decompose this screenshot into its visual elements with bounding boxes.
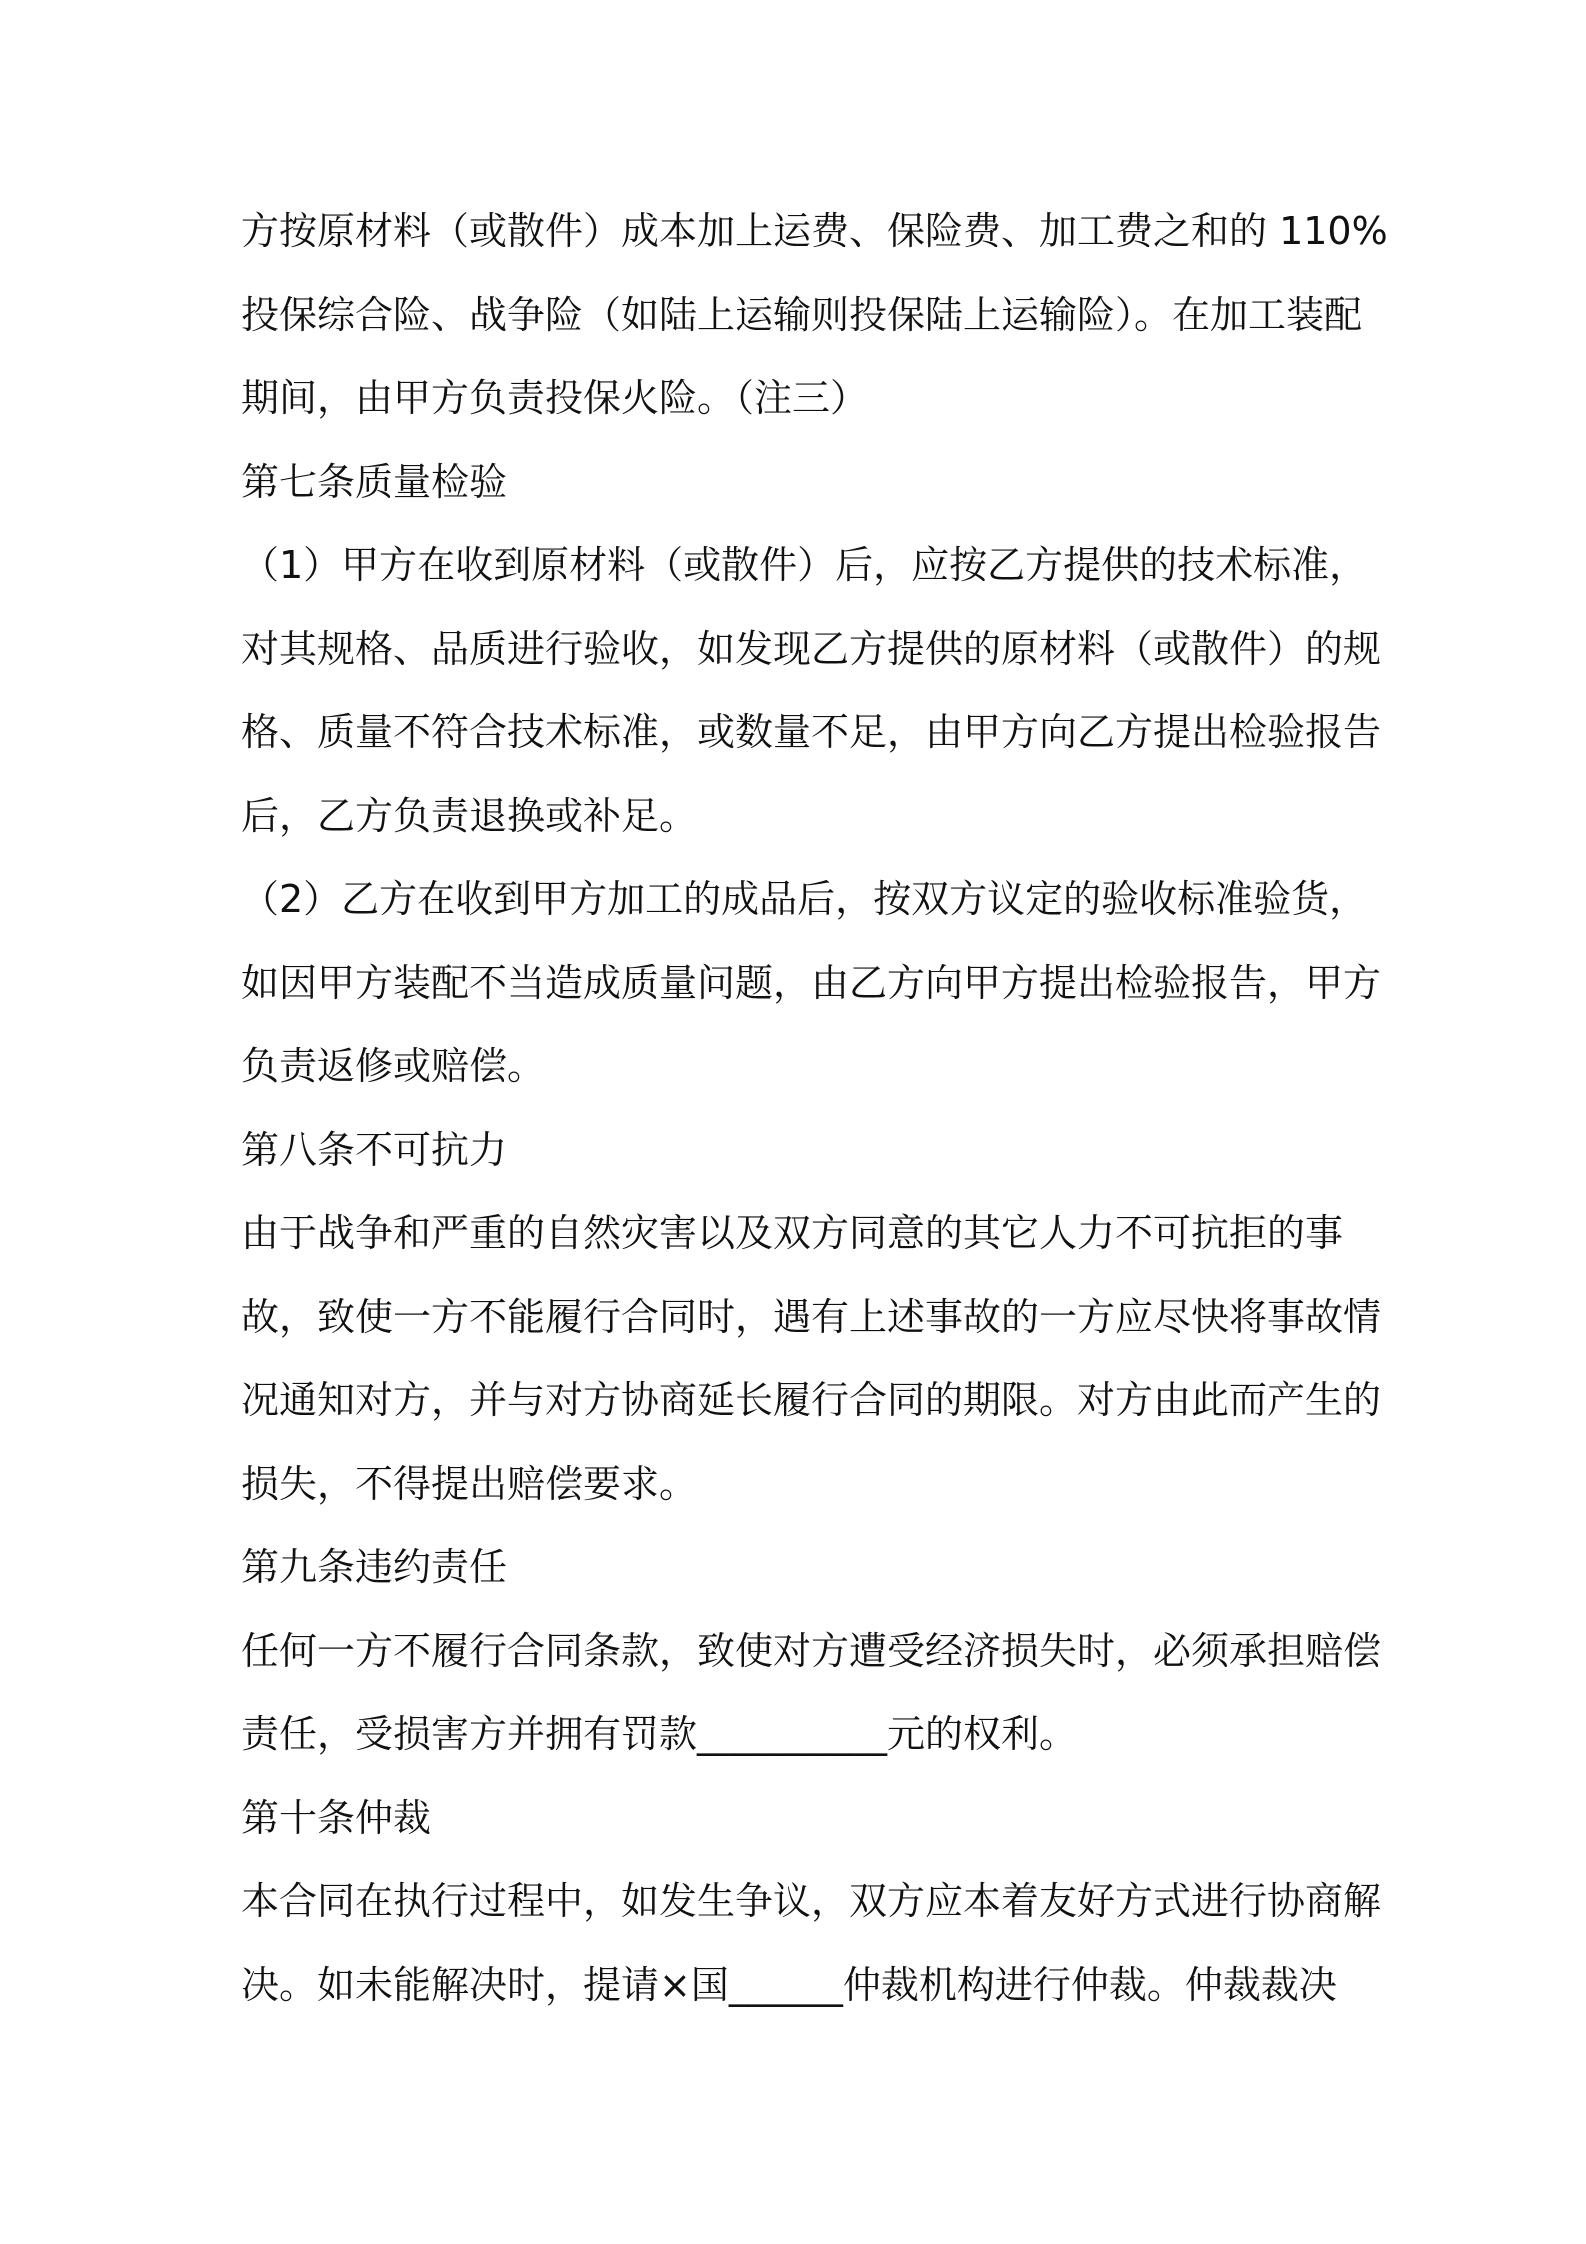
text-line: 本合同在执行过程中，如发生争议，双方应本着友好方式进行协商解 (241, 1879, 1382, 1923)
text-line: 投保综合险、战争险（如陆上运输则投保陆上运输险）。在加工装配 (241, 292, 1363, 337)
text-line: 方按原材料（或散件）成本加上运费、保险费、加工费之和的 110% (241, 209, 1388, 253)
text-line: 故，致使一方不能履行合同时，遇有上述事故的一方应尽快将事故情 (241, 1294, 1382, 1339)
text-line: （1）甲方在收到原材料（或散件）后，应按乙方提供的技术标准， (241, 543, 1368, 587)
text-line: 对其规格、品质进行验收，如发现乙方提供的原材料（或散件）的规 (241, 626, 1382, 671)
text-line: 如因甲方装配不当造成质量问题，由乙方向甲方提出检验报告，甲方 (241, 960, 1382, 1005)
text-line: 由于战争和严重的自然灾害以及双方同意的其它人力不可抗拒的事 (241, 1211, 1344, 1255)
text-line: 期间，由甲方负责投保火险。（注三） (241, 376, 869, 420)
text-line: 任何一方不履行合同条款，致使对方遭受经济损失时，必须承担赔偿 (241, 1628, 1382, 1673)
text-line: 格、质量不符合技术标准，或数量不足，由甲方向乙方提出检验报告 (241, 710, 1382, 754)
section-heading: 第九条违约责任 (241, 1545, 508, 1589)
text-line: 损失，不得提出赔偿要求。 (241, 1461, 698, 1506)
text-line: 决。如未能解决时，提请×国______仲裁机构进行仲裁。仲裁裁决 (241, 1962, 1337, 2007)
text-line: 后，乙方负责退换或补足。 (241, 793, 698, 838)
document-body (241, 190, 1388, 2027)
section-heading: 第八条不可抗力 (241, 1127, 508, 1172)
text-line: 责任，受损害方并拥有罚款__________元的权利。 (241, 1712, 1078, 1756)
section-heading: 第七条质量检验 (241, 459, 508, 504)
text-line: 负责返修或赔偿。 (241, 1044, 546, 1088)
text-line: （2）乙方在收到甲方加工的成品后，按双方议定的验收标准验货， (241, 877, 1368, 921)
text-line: 况通知对方，并与对方协商延长履行合同的期限。对方由此而产生的 (241, 1378, 1382, 1422)
section-heading: 第十条仲裁 (241, 1795, 432, 1840)
